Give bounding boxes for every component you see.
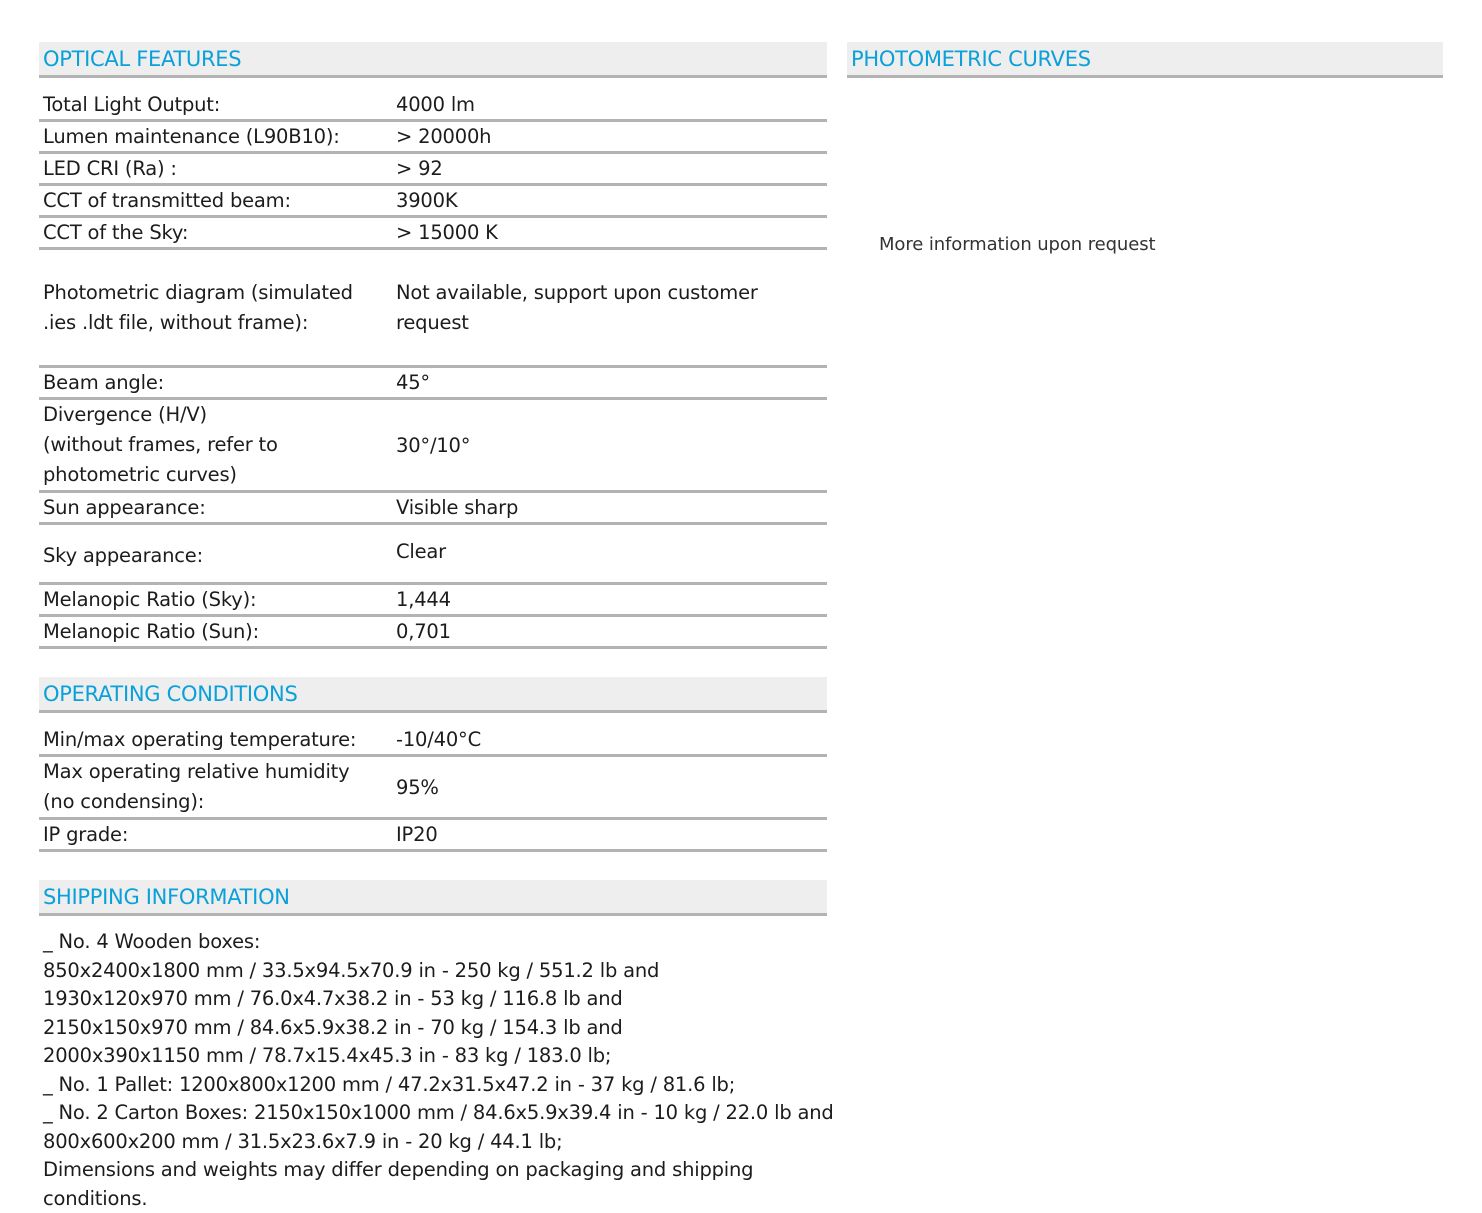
spec-value: -10/40°C <box>396 725 827 754</box>
operating-conditions-table <box>39 725 827 852</box>
spec-value: > 20000h <box>396 122 827 151</box>
spec-label: Total Light Output: <box>39 90 396 119</box>
spec-value: Visible sharp <box>396 493 827 522</box>
shipping-line: conditions. <box>43 1185 827 1213</box>
spec-value-line: Not available, support upon customer <box>396 278 827 308</box>
spec-label <box>39 400 396 490</box>
more-information-note: More information upon request <box>879 234 1155 255</box>
spec-value: > 92 <box>396 154 827 183</box>
spec-label-line: photometric curves) <box>43 460 396 490</box>
shipping-line: 850x2400x1800 mm / 33.5x94.5x70.9 in - 250 kg / 551.2 lb and <box>43 957 827 986</box>
spec-label: Melanopic Ratio (Sky): <box>39 585 396 614</box>
photometric-curves-header <box>847 42 1443 78</box>
spec-label: Sky appearance: <box>39 537 396 570</box>
spec-label <box>39 278 396 338</box>
spec-label: LED CRI (Ra) : <box>39 154 396 183</box>
spec-label-line: Photometric diagram (simulated <box>43 278 396 308</box>
spec-label-line: (without frames, refer to <box>43 430 396 460</box>
spec-value: IP20 <box>396 820 827 849</box>
spec-label: IP grade: <box>39 820 396 849</box>
shipping-details <box>39 928 827 1213</box>
spec-row <box>39 493 827 525</box>
spec-label: Melanopic Ratio (Sun): <box>39 617 396 646</box>
spec-label: Sun appearance: <box>39 493 396 522</box>
spec-label-line: .ies .ldt file, without frame): <box>43 308 396 338</box>
shipping-line: 800x600x200 mm / 31.5x23.6x7.9 in - 20 kg / 44.1 lb; <box>43 1128 827 1157</box>
shipping-line: 2000x390x1150 mm / 78.7x15.4x45.3 in - 83 kg / 183.0 lb; <box>43 1042 827 1071</box>
spec-row-photometric-diagram <box>39 250 827 368</box>
spec-label-line: (no condensing): <box>43 787 396 817</box>
spec-row-humidity <box>39 757 827 820</box>
spec-row <box>39 617 827 649</box>
section-title: SHIPPING INFORMATION <box>43 887 290 913</box>
spec-label <box>39 757 396 817</box>
spec-label: Beam angle: <box>39 368 396 397</box>
spec-value: > 15000 K <box>396 218 827 247</box>
shipping-line: 1930x120x970 mm / 76.0x4.7x38.2 in - 53 kg / 116.8 lb and <box>43 985 827 1014</box>
spec-label: Lumen maintenance (L90B10): <box>39 122 396 151</box>
spec-row <box>39 820 827 852</box>
shipping-line: _ No. 4 Wooden boxes: <box>43 928 827 957</box>
spec-value: 1,444 <box>396 585 827 614</box>
spec-value: Clear <box>396 537 827 566</box>
spec-value: 4000 lm <box>396 90 827 119</box>
spec-row <box>39 585 827 617</box>
spec-value: 45° <box>396 368 827 397</box>
spec-row <box>39 725 827 757</box>
shipping-line: _ No. 1 Pallet: 1200x800x1200 mm / 47.2x31.5x47.2 in - 37 kg / 81.6 lb; <box>43 1071 827 1100</box>
spec-value: 3900K <box>396 186 827 215</box>
section-title: OPERATING CONDITIONS <box>43 684 297 710</box>
spec-value <box>396 278 827 338</box>
spec-row <box>39 368 827 400</box>
section-title: OPTICAL FEATURES <box>43 49 241 75</box>
operating-conditions-header <box>39 677 827 713</box>
spec-label: CCT of transmitted beam: <box>39 186 396 215</box>
section-title: PHOTOMETRIC CURVES <box>851 49 1091 75</box>
spec-row <box>39 186 827 218</box>
spec-row <box>39 90 827 122</box>
spec-value: 95% <box>396 773 827 802</box>
spec-value: 30°/10° <box>396 431 827 460</box>
spec-label-line: Divergence (H/V) <box>43 400 396 430</box>
optical-features-header <box>39 42 827 78</box>
spec-row <box>39 122 827 154</box>
right-column <box>847 42 1443 78</box>
spec-label: Min/max operating temperature: <box>39 725 396 754</box>
spec-row <box>39 154 827 186</box>
spec-value-line: request <box>396 308 827 338</box>
shipping-information-header <box>39 880 827 916</box>
shipping-line: 2150x150x970 mm / 84.6x5.9x38.2 in - 70 kg / 154.3 lb and <box>43 1014 827 1043</box>
left-column <box>39 42 827 1213</box>
spec-label: CCT of the Sky: <box>39 218 396 247</box>
spec-row <box>39 218 827 250</box>
spec-row <box>39 525 827 585</box>
optical-features-table <box>39 90 827 649</box>
spec-row-divergence <box>39 400 827 493</box>
shipping-line: _ No. 2 Carton Boxes: 2150x150x1000 mm / 84.6x5.9x39.4 in - 10 kg / 22.0 lb and <box>43 1099 827 1128</box>
spec-label-line: Max operating relative humidity <box>43 757 396 787</box>
spec-value: 0,701 <box>396 617 827 646</box>
shipping-line: Dimensions and weights may differ depending on packaging and shipping <box>43 1156 827 1185</box>
